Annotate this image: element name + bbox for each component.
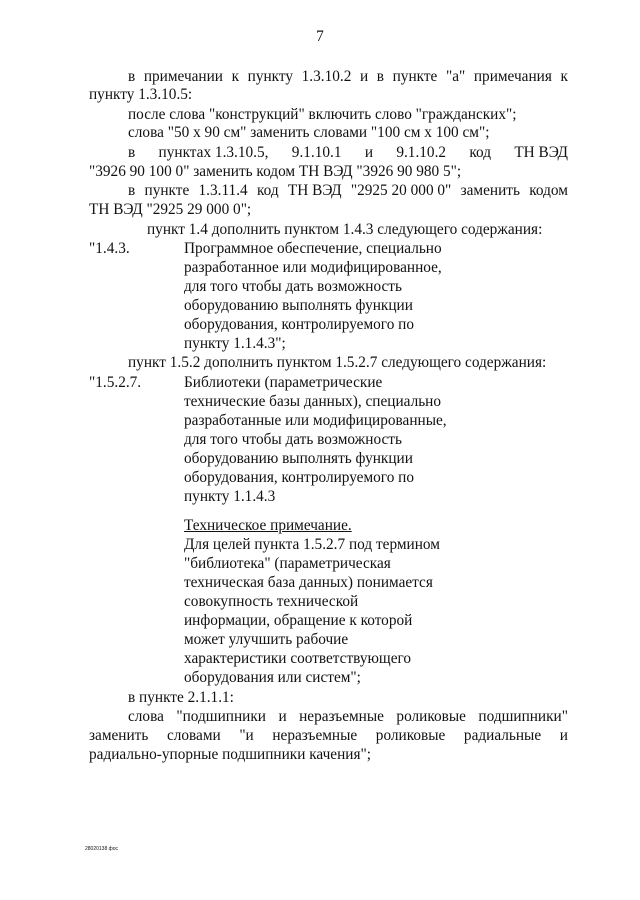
item-1-4-3-line: для того чтобы дать возможность: [184, 278, 402, 295]
word: к: [231, 68, 240, 85]
technical-note-line: "библиотека" (параметрическая: [184, 555, 391, 572]
word: и: [359, 68, 369, 85]
word: роликовые: [396, 708, 466, 725]
item-1-5-2-7-line: для того чтобы дать возможность: [184, 431, 402, 448]
word: в: [376, 68, 385, 85]
word: и: [559, 727, 568, 744]
technical-note-title: Техническое примечание.: [184, 517, 352, 534]
item-1-4-3-line: разработанное или модифицированное,: [184, 259, 442, 276]
document-code: 28020138 фос: [85, 846, 119, 852]
paragraph-5-line-2: ТН ВЭД "2925 29 000 0";: [89, 201, 252, 218]
page-number: 7: [316, 28, 324, 45]
word: словами: [166, 727, 221, 744]
item-1-4-3-line: оборудования, контролируемого по: [184, 316, 414, 333]
word: примечания: [473, 68, 552, 85]
paragraph-4-line-2: "3926 90 100 0" заменить кодом ТН ВЭД "3926 90 980 5";: [89, 163, 462, 180]
word: в: [128, 144, 136, 161]
paragraph-1-line-1: [128, 68, 568, 86]
item-1-5-2-7-line: технические базы данных), специально: [184, 393, 442, 410]
paragraph-4-line-1: [128, 144, 568, 162]
technical-note-line: характеристики соответствующего: [184, 650, 412, 667]
word: слова: [128, 708, 164, 725]
paragraph-9-line-2: [89, 727, 568, 745]
word: "а": [445, 68, 466, 85]
paragraph-9-line-3: радиально-упорные подшипники качения";: [89, 746, 371, 763]
item-1-4-3-line: оборудованию выполнять функции: [184, 297, 413, 314]
word: роликовые: [375, 727, 446, 744]
paragraph-3: слова "50 х 90 см" заменить словами "100 см х 100 см";: [128, 124, 490, 141]
word: 9.1.10.1: [291, 144, 342, 161]
word: к: [560, 68, 568, 85]
paragraph-9-line-1: [128, 708, 568, 726]
word: ТН ВЭД: [287, 182, 342, 199]
word: пункте: [392, 68, 438, 85]
technical-note-line: техническая база данных) понимается: [184, 574, 433, 591]
paragraph-5-line-1: [128, 182, 568, 200]
technical-note-line: может улучшить рабочие: [184, 631, 349, 648]
item-1-4-3-line: Программное обеспечение, специально: [184, 240, 442, 257]
word: заменить: [89, 727, 149, 744]
item-1-5-2-7-line: оборудования, контролируемого по: [184, 469, 414, 486]
word: подшипники": [478, 708, 568, 725]
paragraph-2: после слова "конструкций" включить слово "гражданских";: [128, 106, 517, 123]
word: радиальные: [463, 727, 542, 744]
word: и: [278, 708, 287, 725]
word: пунктах 1.3.10.5,: [158, 144, 269, 161]
word: в: [128, 68, 136, 85]
word: кодом: [529, 182, 568, 199]
word: неразъемные: [299, 708, 384, 725]
paragraph-7: пункт 1.5.2 дополнить пунктом 1.5.2.7 следующего содержания:: [128, 354, 547, 371]
word: "подшипники: [176, 708, 266, 725]
word: заменить: [460, 182, 520, 199]
technical-note-line: Для целей пункта 1.5.2.7 под термином: [184, 536, 440, 553]
word: 9.1.10.2: [396, 144, 447, 161]
word: пункте: [144, 182, 190, 199]
word: и: [364, 144, 374, 161]
item-1-5-2-7-line: разработанные или модифицированные,: [184, 412, 447, 429]
word: в: [128, 182, 136, 199]
technical-note-line: информации, обращение к которой: [184, 612, 413, 629]
word: код: [256, 182, 279, 199]
word: код: [469, 144, 492, 161]
word: пункту: [247, 68, 294, 85]
paragraph-1-line-2: пункту 1.3.10.5:: [89, 86, 193, 103]
word: неразъемные: [272, 727, 358, 744]
technical-note-line: совокупность технической: [184, 593, 359, 610]
paragraph-6: пункт 1.4 дополнить пунктом 1.4.3 следующего содержания:: [147, 221, 543, 238]
item-1-5-2-7-line: оборудованию выполнять функции: [184, 450, 413, 467]
word: "2925 20 000 0": [350, 182, 452, 199]
item-1-4-3-number: "1.4.3.: [89, 240, 130, 257]
word: "и: [239, 727, 254, 744]
word: примечании: [143, 68, 223, 85]
item-1-5-2-7-line: Библиотеки (параметрические: [184, 374, 383, 391]
technical-note-line: оборудования или систем";: [184, 669, 361, 686]
word: ТН ВЭД: [514, 144, 568, 161]
item-1-5-2-7-line: пункту 1.1.4.3: [184, 488, 276, 505]
item-1-5-2-7-number: "1.5.2.7.: [89, 374, 142, 391]
paragraph-8: в пункте 2.1.1.1:: [128, 689, 234, 706]
word: 1.3.10.2: [301, 68, 352, 85]
word: 1.3.11.4: [198, 182, 248, 199]
item-1-4-3-line: пункту 1.1.4.3";: [184, 335, 286, 352]
